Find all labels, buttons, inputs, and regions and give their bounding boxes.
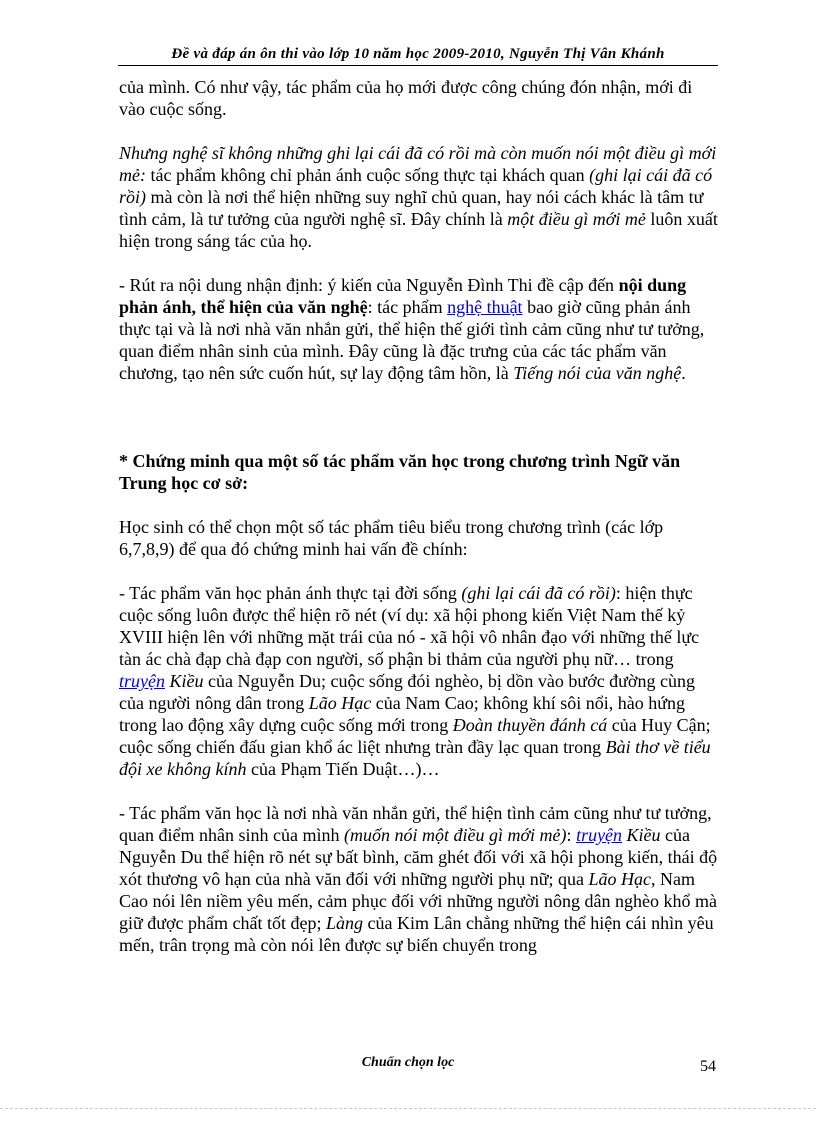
text-run: , Nam Cao nói lên niềm yêu mến, cảm phục đối với những người nông dân nghèo khổ mà giữ được phẩm chất tốt đẹp; xyxy=(119,869,717,933)
bold-text: * Chứng minh qua một số tác phẩm văn học trong chương trình Ngữ văn Trung học cơ sở: xyxy=(119,451,681,493)
footer-title: Chuẩn chọn lọc xyxy=(361,1055,455,1070)
italic-text: (ghi lại cái đã có rồi) xyxy=(461,583,616,603)
text-run: Học sinh có thể chọn một số tác phẩm tiêu biểu trong chương trình (các lớp 6,7,8,9) để qua đó chứng minh hai vấn đề chính: xyxy=(119,517,664,559)
paragraph xyxy=(119,516,720,560)
spacer xyxy=(119,120,720,142)
italic-text: Bài thơ về tiểu đội xe không kính xyxy=(119,737,711,779)
text-run: của Huy Cận; cuộc sống chiến đấu gian khổ ác liệt nhưng tràn đầy lạc quan trong xyxy=(119,715,711,757)
paragraph xyxy=(119,274,720,384)
text-run: - Rút ra nội dung nhận định: ý kiến của Nguyễn Đình Thi đề cập đến xyxy=(119,275,619,295)
text-run: của Nguyễn Du; cuộc sống đói nghèo, bị dồn vào bước đường cùng của người nông dân trong xyxy=(119,671,695,713)
text-run: bao giờ cũng phản ánh thực tại và là nơi nhà văn nhắn gửi, thể hiện thế giới tình cảm cũng như tư tưởng, quan điểm nhân sinh của mình. Đây cũng là đặc trưng của các tác phẩm văn chương, tạo nên sức cuốn hút, sự lay động tâm hồn, là xyxy=(119,297,705,383)
link-truyen[interactable]: truyện xyxy=(576,825,623,845)
spacer xyxy=(119,252,720,274)
text-run: luôn xuất hiện trong sáng tác của họ. xyxy=(119,209,718,251)
italic-text: Nhưng nghệ sĩ không những ghi lại cái đã có rồi mà còn muốn nói một điều gì mới mẻ: xyxy=(119,143,717,185)
italic-text: Làng xyxy=(325,913,363,933)
spacer xyxy=(119,560,720,582)
italic-text: Lão Hạc xyxy=(308,693,372,713)
text-run: tác phẩm không chỉ phản ánh cuộc sống thực tại khách quan xyxy=(145,165,590,185)
italic-text: Kiều xyxy=(622,825,661,845)
paragraph xyxy=(119,142,720,252)
spacer xyxy=(119,494,720,516)
link-nghe-thuat[interactable]: nghệ thuật xyxy=(447,297,523,317)
text-run: mà còn là nơi thể hiện những suy nghĩ chủ quan, hay nói cách khác là tâm tư tình cảm, là tư tưởng của người nghệ sĩ. Đây chính là xyxy=(119,187,704,229)
text-run: . xyxy=(681,363,686,383)
spacer xyxy=(119,780,720,802)
paragraph xyxy=(119,802,720,956)
text-run: : hiện thực cuộc sống luôn được thể hiện rõ nét (ví dụ: xã hội phong kiến Việt Nam thế kỷ XVIII hiện lên với những mặt trái của nó - xã hội vô nhân đạo với những thế lực tàn ác chà đạp chà đạp con người, số phận bi thảm của người phụ nữ… trong xyxy=(119,583,700,669)
spacer xyxy=(119,384,720,450)
page-boundary-divider xyxy=(0,1108,816,1109)
page-body xyxy=(119,76,720,956)
italic-text: (muốn nói một điều gì mới mẻ) xyxy=(343,825,567,845)
italic-text: Kiều xyxy=(164,671,204,691)
italic-text: một điều gì mới mẻ xyxy=(507,209,646,229)
text-run: : tác phẩm xyxy=(367,297,448,317)
italic-text: (ghi lại cái đã có rồi) xyxy=(119,165,713,207)
paragraph xyxy=(119,76,720,120)
text-run: của Nguyễn Du thể hiện rõ nét sự bất bình, căm ghét đối với xã hội phong kiến, thái độ xót thương vô hạn của nhà văn đối với những người phụ nữ; qua xyxy=(119,825,718,889)
link-truyen[interactable]: truyện xyxy=(119,671,165,691)
text-run: - Tác phẩm văn học phản ánh thực tại đời sống xyxy=(119,583,462,603)
italic-text: Tiếng nói của văn nghệ xyxy=(513,363,682,383)
italic-text: Đoàn thuyền đánh cá xyxy=(452,715,608,735)
bold-text: nội dung phản ánh, thể hiện của văn nghệ xyxy=(119,275,687,317)
text-run: của mình. Có như vậy, tác phẩm của họ mới được công chúng đón nhận, mới đi vào cuộc sống. xyxy=(119,77,693,119)
italic-text: Lão Hạc xyxy=(588,869,652,889)
page-number: 54 xyxy=(700,1058,716,1075)
text-run: của Nam Cao; không khí sôi nổi, hào hứng trong lao động xây dựng cuộc sống mới trong xyxy=(119,693,685,735)
text-run: - Tác phẩm văn học là nơi nhà văn nhắn gửi, thể hiện tình cảm cũng như tư tưởng, quan điểm nhân sinh của mình xyxy=(119,803,712,845)
paragraph xyxy=(119,582,720,780)
text-run: : xyxy=(566,825,577,845)
text-run: của Phạm Tiến Duật…)… xyxy=(246,759,440,779)
text-run: của Kim Lân chẳng những thể hiện cái nhìn yêu mến, trân trọng mà còn nói lên được sự biến chuyển trong xyxy=(119,913,714,955)
running-header: Đề và đáp án ôn thi vào lớp 10 năm học 2009-2010, Nguyễn Thị Vân Khánh xyxy=(118,46,718,66)
section-heading xyxy=(119,450,720,494)
